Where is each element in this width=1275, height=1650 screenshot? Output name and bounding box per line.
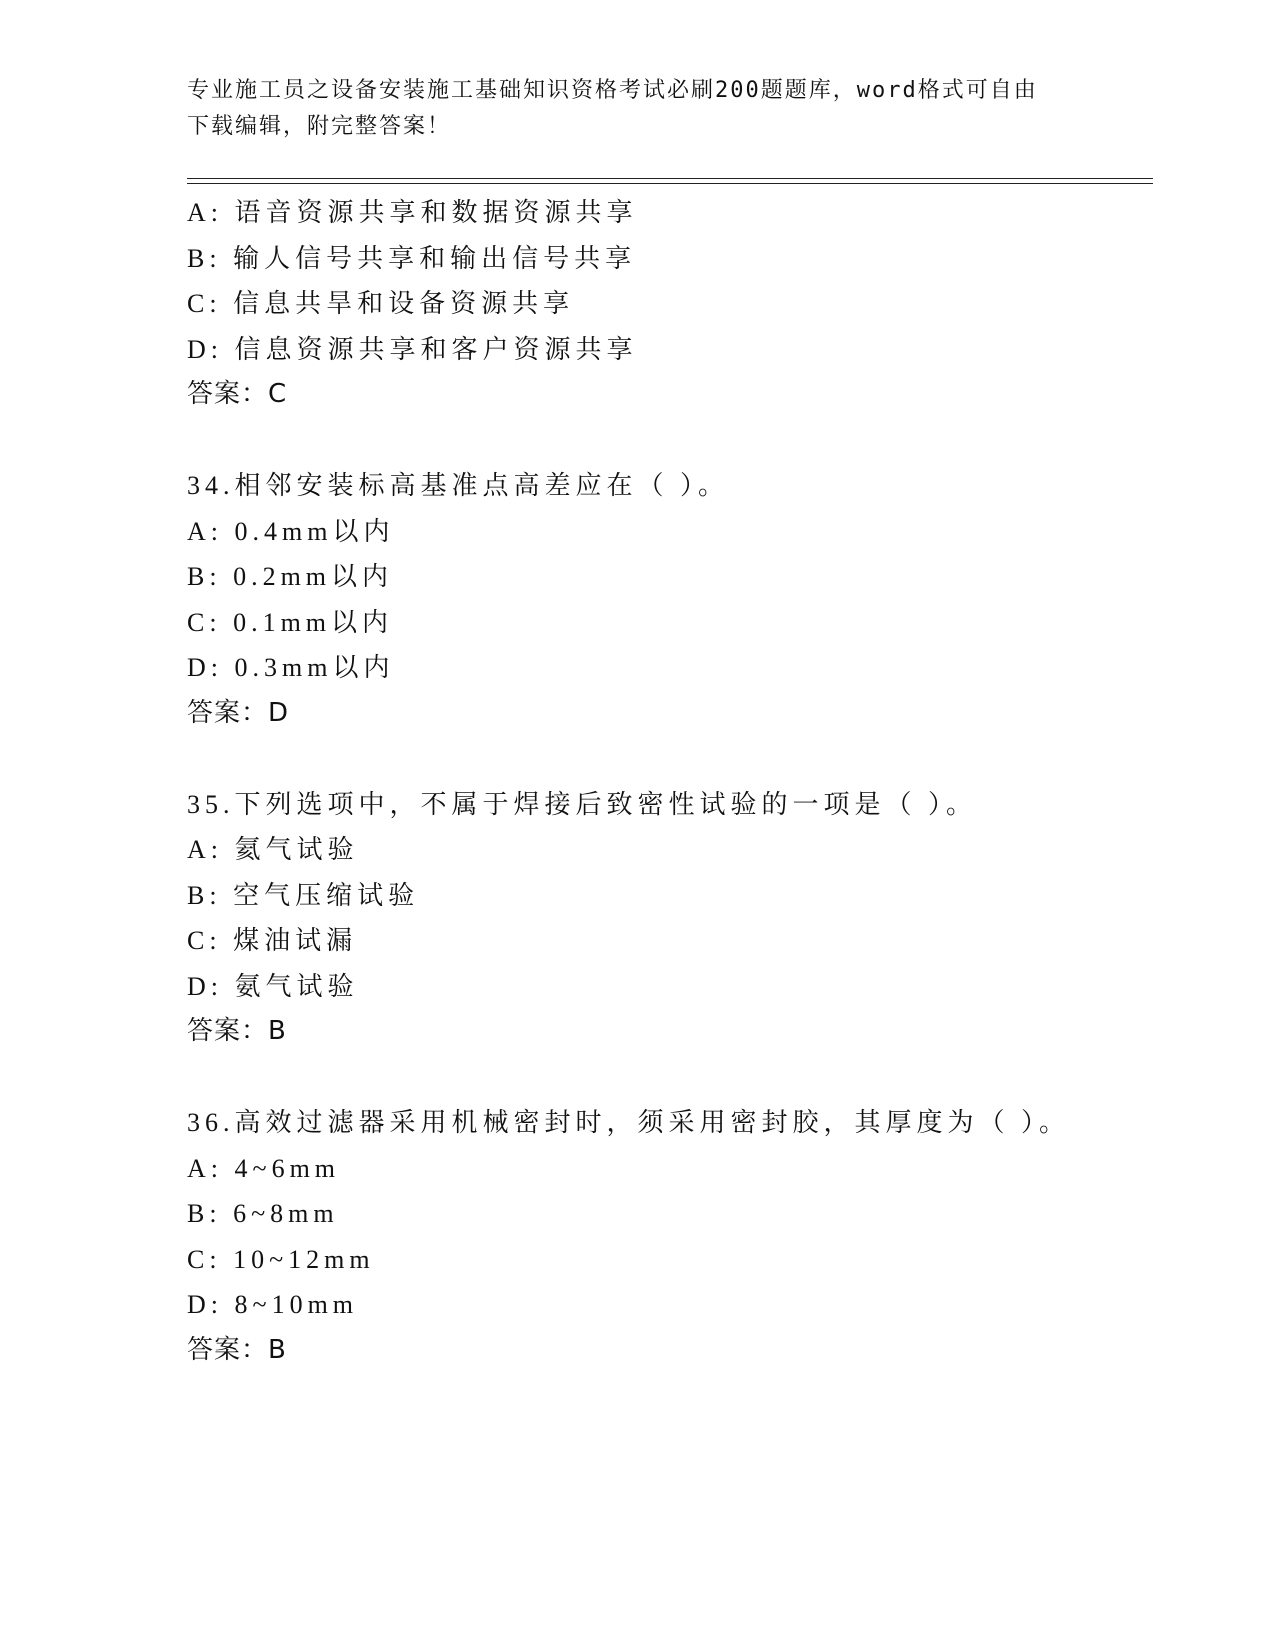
option-d: D: 0.3mm以内 bbox=[187, 653, 395, 682]
question-stem: 34.相邻安装标高基准点高差应在（ ）。 bbox=[187, 471, 730, 500]
answer-line: 答案：B bbox=[187, 1016, 287, 1046]
question-block bbox=[187, 463, 1147, 736]
option-a: A: 氦气试验 bbox=[187, 835, 359, 864]
option-b: B: 0.2mm以内 bbox=[187, 562, 394, 591]
header-line-1: 专业施工员之设备安装施工基础知识资格考试必刷200题题库，word格式可自由 bbox=[187, 78, 1038, 103]
option-d: D: 氨气试验 bbox=[187, 971, 359, 1001]
question-list bbox=[187, 190, 1147, 1373]
spacer bbox=[187, 418, 1147, 464]
question-block bbox=[187, 1100, 1147, 1373]
question-block bbox=[187, 190, 1147, 418]
option-c: C: 煤油试漏 bbox=[187, 926, 358, 955]
option-c: C: 0.1mm以内 bbox=[187, 607, 394, 637]
option-d: D: 信息资源共享和客户资源共享 bbox=[187, 334, 638, 364]
spacer bbox=[187, 1055, 1147, 1101]
header-line-2: 下载编辑，附完整答案！ bbox=[187, 114, 452, 139]
header-divider-bottom bbox=[187, 183, 1153, 184]
option-c: C: 10~12mm bbox=[187, 1244, 375, 1274]
option-a: A: 语音资源共享和数据资源共享 bbox=[187, 198, 638, 227]
option-d: D: 8~10mm bbox=[187, 1290, 359, 1319]
question-stem: 35.下列选项中，不属于焊接后致密性试验的一项是（ ）。 bbox=[187, 789, 978, 819]
question-stem: 36.高效过滤器采用机械密封时，须采用密封胶，其厚度为（ ）。 bbox=[187, 1108, 1071, 1137]
answer-line: 答案：B bbox=[187, 1334, 287, 1365]
document-header bbox=[187, 73, 1087, 145]
option-a: A: 0.4mm以内 bbox=[187, 516, 395, 546]
option-c: C: 信息共旱和设备资源共享 bbox=[187, 289, 575, 318]
option-b: B: 输人信号共享和输出信号共享 bbox=[187, 243, 637, 273]
option-b: B: 空气压缩试验 bbox=[187, 880, 420, 910]
question-block bbox=[187, 782, 1147, 1055]
option-b: B: 6~8mm bbox=[187, 1199, 339, 1228]
spacer bbox=[187, 736, 1147, 782]
answer-line: 答案：D bbox=[187, 697, 290, 728]
header-divider-top bbox=[187, 178, 1153, 179]
answer-line: 答案：C bbox=[187, 379, 288, 409]
option-a: A: 4~6mm bbox=[187, 1153, 341, 1183]
